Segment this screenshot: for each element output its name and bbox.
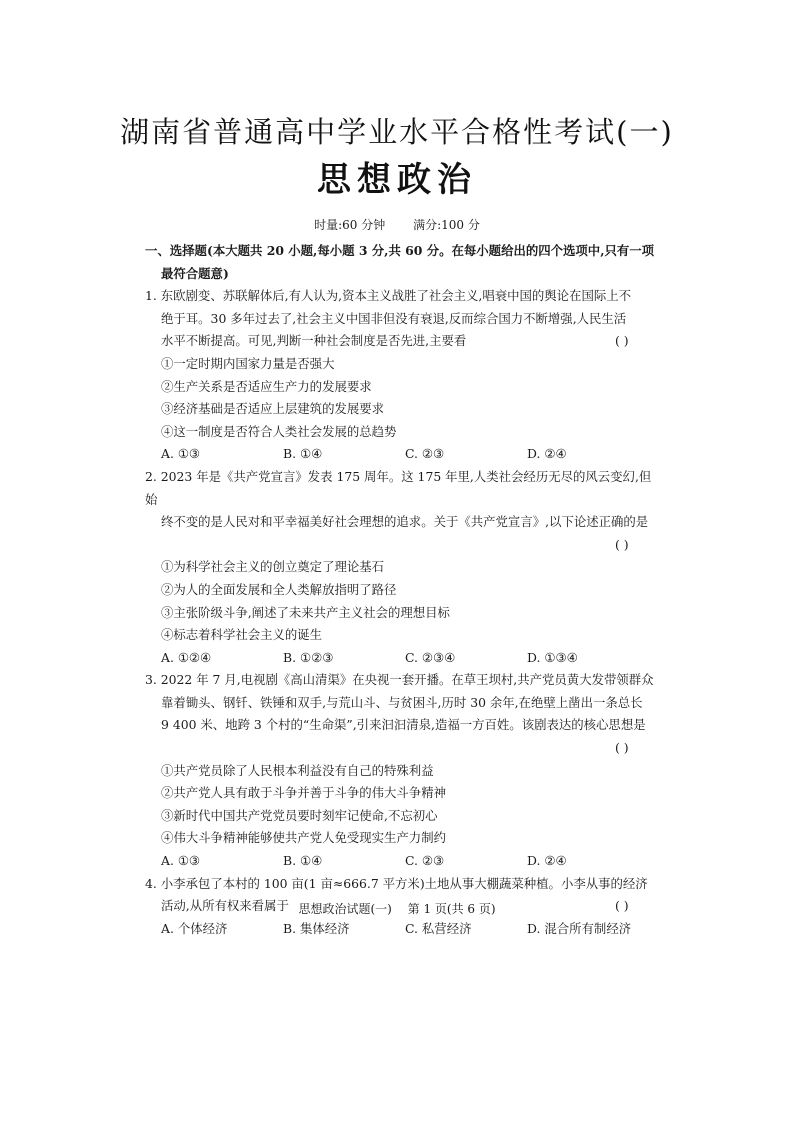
q1-stem-line-1: 1. 东欧剧变、苏联解体后,有人认为,资本主义战胜了社会主义,唱衰中国的舆论在国际上不 <box>145 288 632 304</box>
section-line-1: 一、选择题(本大题共 20 小题,每小题 3 分,共 60 分。在每小题给出的四个选项中,只有一项 <box>145 243 655 258</box>
q2-option-2: ②为人的全面发展和全人类解放指明了路径 <box>161 581 397 597</box>
q1-option-1: ①一定时期内国家力量是否强大 <box>161 355 335 371</box>
q4-answer-blank: ( ) <box>615 898 629 914</box>
question-1 <box>145 285 657 466</box>
q1-choices <box>145 443 657 466</box>
q3-option-3: ③新时代中国共产党党员要时刻牢记使命,不忘初心 <box>161 807 438 823</box>
subject-title: 思想政治 <box>317 160 477 200</box>
q2-paren-line <box>145 534 657 557</box>
q2-option-1: ①为科学社会主义的创立奠定了理论基石 <box>161 559 385 575</box>
q3-choice-c: C. ②③ <box>405 853 445 869</box>
q3-paren-line <box>145 737 657 760</box>
q3-stem-line-2: 靠着锄头、钢钎、铁锤和双手,与荒山斗、与贫困斗,历时 30 余年,在绝壁上凿出一条总长 <box>161 694 643 710</box>
exam-meta <box>0 216 794 233</box>
q4-choice-d: D. 混合所有制经济 <box>527 920 632 936</box>
question-2 <box>145 466 657 669</box>
q1-choice-a: A. ①③ <box>161 446 201 462</box>
q1-stem-line-2: 绝于耳。30 多年过去了,社会主义中国非但没有衰退,反而综合国力不断增强,人民生活 <box>161 310 627 326</box>
q4-choice-c: C. 私营经济 <box>405 920 472 936</box>
q3-stem-line-1: 3. 2022 年 7 月,电视剧《高山清渠》在央视一套开播。在草王坝村,共产党员黄大发带领群众 <box>145 672 654 688</box>
q4-choices <box>145 918 657 941</box>
q3-option-4: ④伟大斗争精神能够使共产党人免受现实生产力制约 <box>161 830 446 846</box>
q2-stem-line-2: 终不变的是人民对和平幸福美好社会理想的追求。关于《共产党宣言》,以下论述正确的是 <box>161 514 649 530</box>
page-footer <box>0 900 794 917</box>
q4-choice-b: B. 集体经济 <box>283 920 350 936</box>
q2-choice-a: A. ①②④ <box>161 649 212 665</box>
q3-choice-d: D. ②④ <box>527 853 567 869</box>
q1-option-3: ③经济基础是否适应上层建筑的发展要求 <box>161 401 385 417</box>
q3-choice-a: A. ①③ <box>161 853 201 869</box>
q1-option-2: ②生产关系是否适应生产力的发展要求 <box>161 378 372 394</box>
q3-option-2: ②共产党人具有敢于斗争并善于斗争的伟大斗争精神 <box>161 785 446 801</box>
section-line-2: 最符合题意) <box>161 265 229 281</box>
q2-choice-c: C. ②③④ <box>405 649 456 665</box>
q2-choice-d: D. ①③④ <box>527 649 578 665</box>
footer-subject: 思想政治试题(一) <box>298 902 392 916</box>
q2-option-3: ③主张阶级斗争,阐述了未来共产主义社会的理想目标 <box>161 604 450 620</box>
q1-answer-blank: ( ) <box>615 333 629 349</box>
q3-choices <box>145 850 657 873</box>
footer-page-number: 第 1 页(共 6 页) <box>407 902 496 916</box>
q1-option-4: ④这一制度是否符合人类社会发展的总趋势 <box>161 423 397 439</box>
q1-stem-line-3: ( ) 水平不断提高。可见,判断一种社会制度是否先进,主要看 <box>145 330 657 353</box>
q2-choices <box>145 647 657 670</box>
q3-stem-line-3: 9 400 米、地跨 3 个村的“生命渠”,引来汩汩清泉,造福一方百姓。该剧表达的核心思想是 <box>161 717 646 733</box>
q3-option-1: ①共产党员除了人民根本利益没有自己的特殊利益 <box>161 762 434 778</box>
q1-choice-b: B. ①④ <box>283 446 323 462</box>
exam-title: 湖南省普通高中学业水平合格性考试(一) <box>120 115 674 149</box>
q4-choice-a: A. 个体经济 <box>161 920 228 936</box>
exam-content <box>145 240 657 940</box>
q1-choice-c: C. ②③ <box>405 446 445 462</box>
q4-stem-line-2: ( ) 活动,从所有权来看属于 <box>145 895 657 918</box>
q4-stem-line-1: 4. 小李承包了本村的 100 亩(1 亩≈666.7 平方米)土地从事大棚蔬菜种植。小李从事的经济 <box>145 875 648 891</box>
q2-answer-blank: ( ) <box>615 536 629 552</box>
q1-choice-d: D. ②④ <box>527 446 567 462</box>
time-limit: 时量:60 分钟 <box>314 218 386 232</box>
question-3 <box>145 669 657 872</box>
section-heading <box>145 240 657 285</box>
q3-answer-blank: ( ) <box>615 740 629 756</box>
q2-stem-line-1: 2. 2023 年是《共产党宣言》发表 175 周年。这 175 年里,人类社会经历无尽的风云变幻,但始 <box>145 468 652 507</box>
q2-choice-b: B. ①②③ <box>283 649 334 665</box>
q2-option-4: ④标志着科学社会主义的诞生 <box>161 627 323 643</box>
full-score: 满分:100 分 <box>413 218 480 232</box>
q3-choice-b: B. ①④ <box>283 853 323 869</box>
